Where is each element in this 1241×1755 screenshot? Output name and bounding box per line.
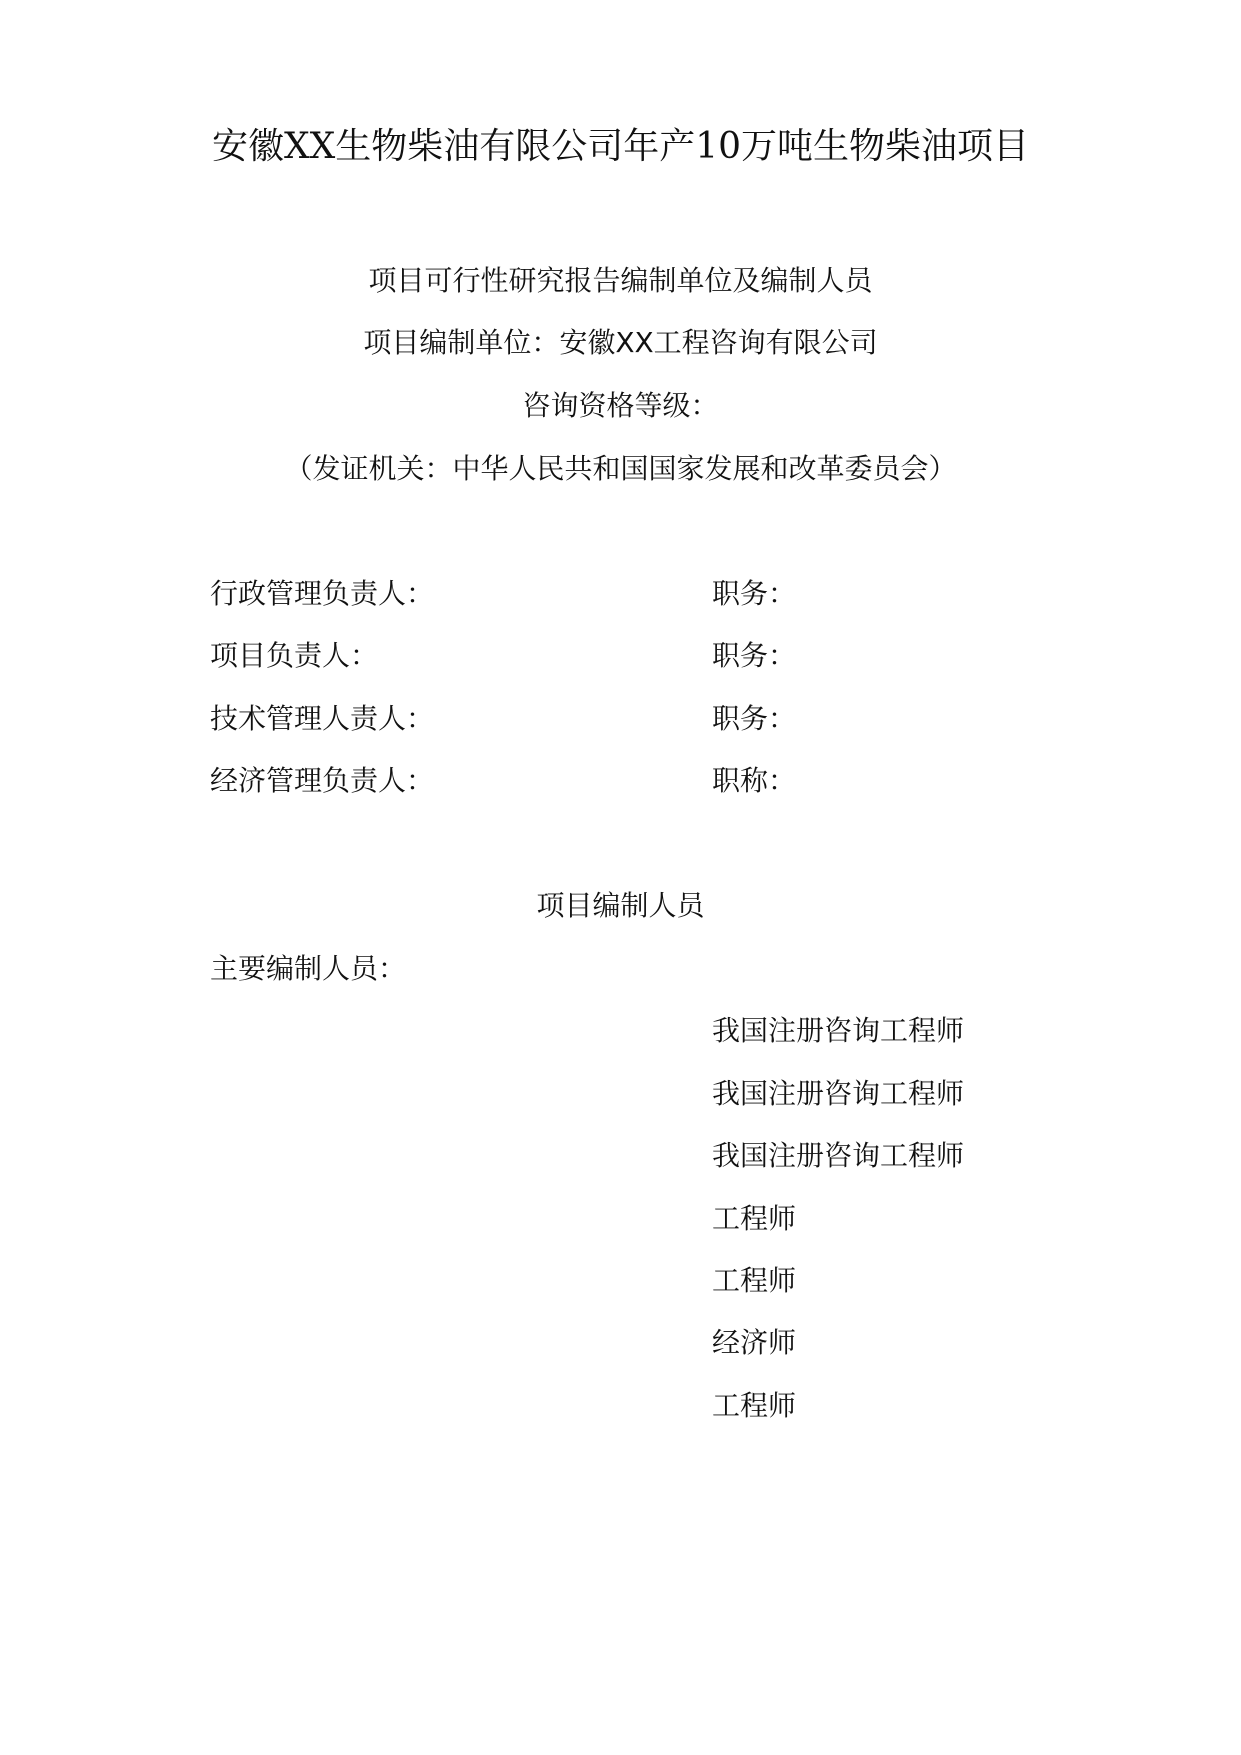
staff-title: 经济师: [712, 1326, 797, 1359]
issuing-authority: （发证机关：中华人民共和国国家发展和改革委员会）: [284, 452, 957, 485]
staff-title: 我国注册咨询工程师: [712, 1014, 965, 1047]
leader-label-admin: 行政管理负责人：: [210, 577, 435, 610]
staff-title: 我国注册咨询工程师: [712, 1077, 965, 1110]
staff-heading: 项目编制人员: [536, 889, 705, 922]
leader-title-economic: 职称：: [712, 764, 797, 797]
section-heading: 项目可行性研究报告编制单位及编制人员: [368, 264, 873, 297]
staff-title: 工程师: [712, 1202, 797, 1235]
leader-title-project: 职务：: [712, 639, 797, 672]
staff-title: 我国注册咨询工程师: [712, 1139, 965, 1172]
document-title: 安徽XX生物柴油有限公司年产10万吨生物柴油项目: [211, 126, 1030, 167]
leader-title-admin: 职务：: [712, 577, 797, 610]
main-staff-label: 主要编制人员：: [210, 952, 407, 985]
qualification-level: 咨询资格等级：: [522, 389, 719, 422]
leader-title-technical: 职务：: [712, 702, 797, 735]
leader-label-economic: 经济管理负责人：: [210, 764, 435, 797]
leader-label-project: 项目负责人：: [210, 639, 379, 672]
leader-label-technical: 技术管理人责人：: [210, 702, 435, 735]
compiling-unit: 项目编制单位：安徽XX工程咨询有限公司: [363, 326, 878, 359]
staff-title: 工程师: [712, 1389, 797, 1422]
staff-title: 工程师: [712, 1264, 797, 1297]
